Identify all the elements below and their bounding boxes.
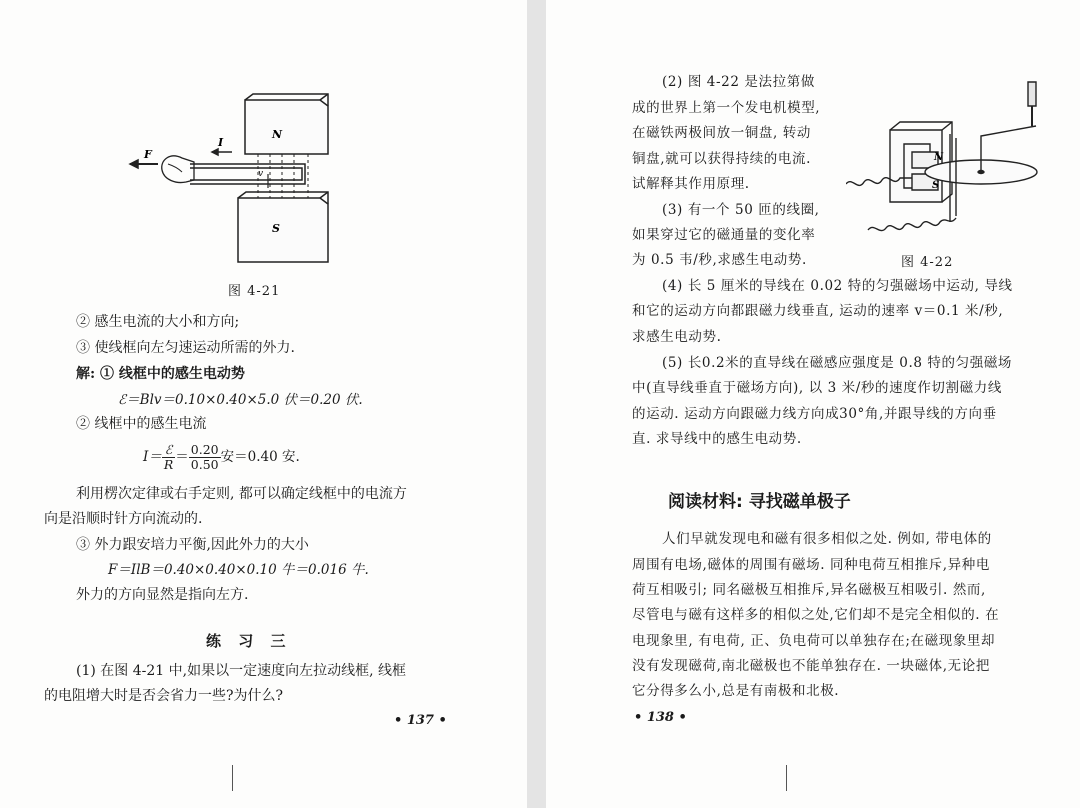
right-page xyxy=(546,0,1080,808)
reading-paragraph-line: 电现象里, 有电荷, 正、负电荷可以单独存在;在磁现象里却 xyxy=(632,633,996,649)
question-5: (5) 长0.2米的直导线在磁感应强度是 0.8 特的匀强磁场 xyxy=(662,355,1013,371)
reading-material-title: 阅读材料: 寻找磁单极子 xyxy=(668,492,851,512)
question-4: (4) 长 5 厘米的导线在 0.02 特的匀强磁场中运动, 导线 xyxy=(662,278,1013,294)
eq-lhs: I＝ xyxy=(143,449,162,465)
fig1-label-v: v xyxy=(258,169,264,179)
figure-4-21-caption: 图 4-21 xyxy=(228,284,281,299)
frac-den: R xyxy=(163,457,174,472)
text-line: 和它的运动方向都跟磁力线垂直, 运动的速率 v＝0.1 米/秒, xyxy=(632,303,1004,319)
text-line: 为 0.5 韦/秒,求感生电动势. xyxy=(632,252,807,268)
fraction-values xyxy=(189,443,221,472)
left-page xyxy=(0,0,527,808)
reading-paragraph-line: 人们早就发现电和磁有很多相似之处. 例如, 带电体的 xyxy=(662,531,992,547)
question-2: (2) 图 4-22 是法拉第做 xyxy=(662,74,815,90)
text-line: ② 线框中的感生电流 xyxy=(76,416,207,432)
equation-force: F＝IlB＝0.40×0.40×0.10 牛＝0.016 牛. xyxy=(108,562,369,578)
reading-paragraph-line: 荷互相吸引; 同名磁极互相推斥,异名磁极互相吸引. 然而, xyxy=(632,582,986,598)
fig1-label-i: I xyxy=(218,136,224,149)
frac-den: 0.50 xyxy=(190,457,219,472)
reading-paragraph-line: 没有发现磁荷,南北磁极也不能单独存在. 一块磁体,无论把 xyxy=(632,658,990,674)
page-number: • 138 • xyxy=(634,710,687,725)
frac-num: ℰ xyxy=(162,443,175,458)
exercise-heading: 练 习 三 xyxy=(206,632,292,650)
crop-mark xyxy=(786,765,787,791)
text-line: 铜盘,就可以获得持续的电流. xyxy=(632,151,811,167)
text-line: 直. 求导线中的感生电动势. xyxy=(632,431,802,447)
exercise-q1: (1) 在图 4-21 中,如果以一定速度向左拉动线框, 线框 xyxy=(76,663,406,679)
crop-mark xyxy=(232,765,233,791)
equation-emf: ℰ＝Blv＝0.10×0.40×5.0 伏＝0.20 伏. xyxy=(118,392,363,408)
frac-num: 0.20 xyxy=(190,442,219,457)
fraction-emf-resistance xyxy=(162,443,175,472)
reading-paragraph-line: 尽管电与磁有这样多的相似之处,它们却不是完全相似的. 在 xyxy=(632,607,1000,623)
figure-4-22-caption: 图 4-22 xyxy=(901,255,954,270)
fig1-label-f: F xyxy=(144,148,152,161)
page-gutter xyxy=(527,0,546,808)
fig1-label-s: S xyxy=(272,222,280,235)
reading-paragraph-line: 周围有电场,磁体的周围有磁场. 同种电荷互相推斥,异种电 xyxy=(632,557,990,573)
text-line: 的运动. 运动方向跟磁力线方向成30°角,并跟导线的方向垂 xyxy=(632,406,997,422)
eq-rhs: 安＝0.40 安. xyxy=(220,449,300,465)
text-line: 向是沿顺时针方向流动的. xyxy=(44,511,203,527)
figure-4-21-magnet-diagram xyxy=(120,92,350,270)
text-line: ③ 使线框向左匀速运动所需的外力. xyxy=(76,340,295,356)
eq-equals: ＝ xyxy=(175,449,189,465)
reading-paragraph-line: 它分得多么小,总是有南极和北极. xyxy=(632,683,840,699)
text-line: 求感生电动势. xyxy=(632,329,722,345)
question-3: (3) 有一个 50 匝的线圈, xyxy=(662,202,820,218)
fig2-label-n: N xyxy=(934,152,944,163)
exercise-q1-cont: 的电阻增大时是否会省力一些?为什么? xyxy=(44,688,284,704)
page-number: • 137 • xyxy=(394,713,447,728)
equation-current xyxy=(143,441,300,473)
text-line: 中(直导线垂直于磁场方向), 以 3 米/秒的速度作切割磁力线 xyxy=(632,380,1002,396)
fig1-label-n: N xyxy=(272,128,283,141)
text-line: 外力的方向显然是指向左方. xyxy=(76,587,249,603)
fig2-label-s: S xyxy=(932,180,940,191)
text-line: 在磁铁两极间放一铜盘, 转动 xyxy=(632,125,811,141)
figure-4-22-faraday-disk-generator xyxy=(846,76,1042,240)
text-line: ② 感生电流的大小和方向; xyxy=(76,314,240,330)
text-line: 解: ① 线框中的感生电动势 xyxy=(76,366,245,382)
text-line: 成的世界上第一个发电机模型, xyxy=(632,100,821,116)
text-line: 利用楞次定律或右手定则, 都可以确定线框中的电流方 xyxy=(76,486,407,502)
text-line: 如果穿过它的磁通量的变化率 xyxy=(632,227,816,243)
text-line: 试解释其作用原理. xyxy=(632,176,750,192)
text-line: ③ 外力跟安培力平衡,因此外力的大小 xyxy=(76,537,309,553)
